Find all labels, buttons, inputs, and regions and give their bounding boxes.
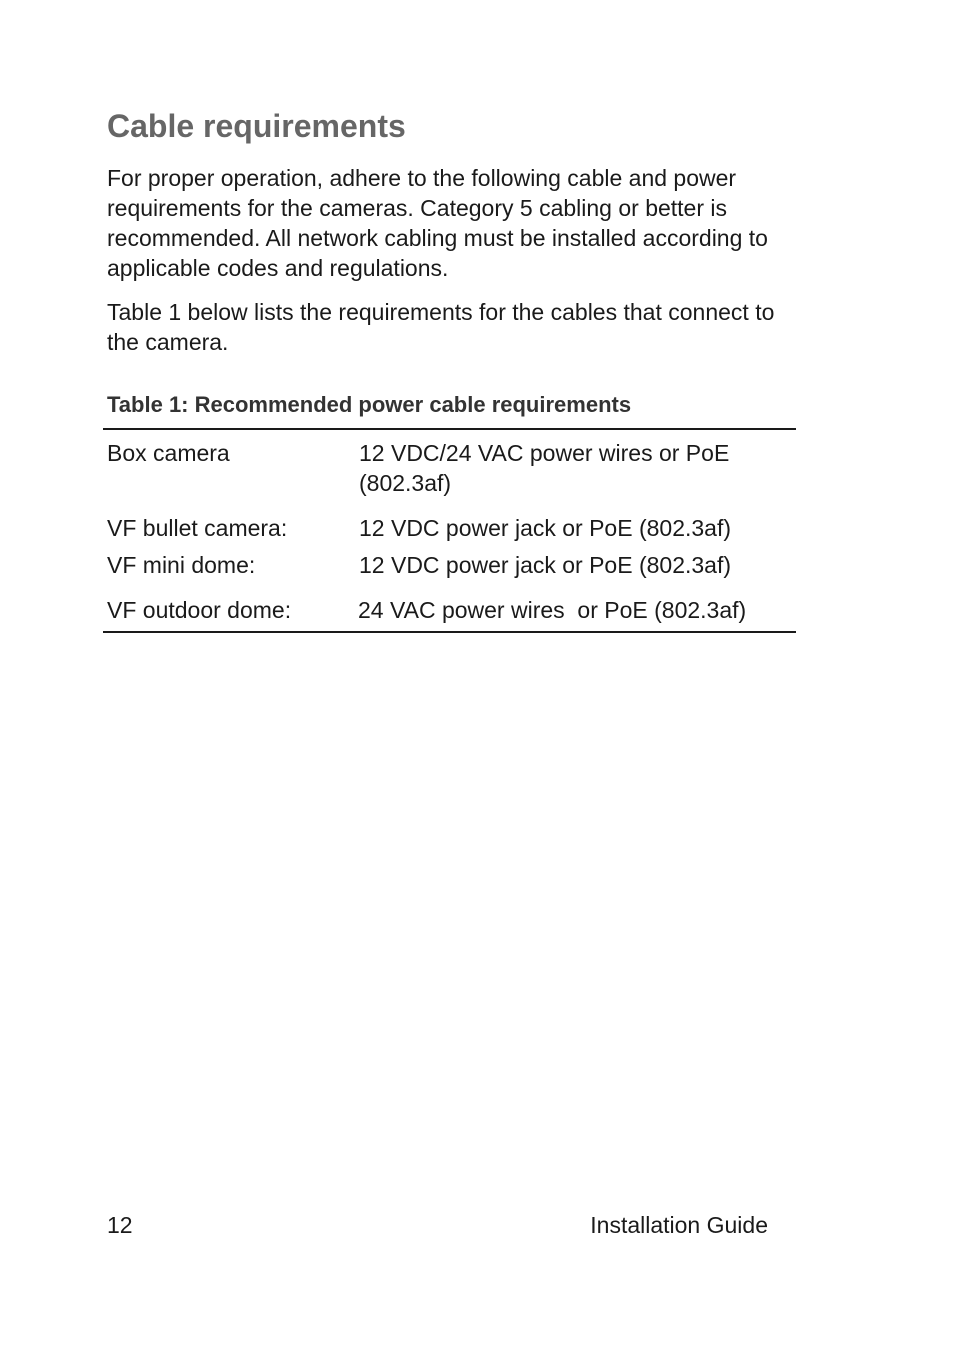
table-top-rule	[103, 428, 796, 430]
table-cell-camera: VF outdoor dome:	[107, 597, 292, 623]
page-number: 12	[107, 1212, 133, 1238]
guide-title: Installation Guide	[590, 1212, 768, 1238]
table-caption: Table 1: Recommended power cable requirements	[107, 392, 632, 417]
table-bottom-rule	[103, 631, 796, 633]
table-cell-camera: Box camera	[107, 440, 230, 466]
page-title: Cable requirements	[107, 108, 406, 144]
table-cell-camera: VF mini dome:	[107, 552, 256, 578]
table-cell-power: 24 VAC power wires or PoE (802.3af)	[358, 597, 747, 623]
table-cell-power: 12 VDC/24 VAC power wires or PoE (802.3af)	[359, 440, 730, 496]
table-cell-camera: VF bullet camera:	[107, 515, 288, 541]
table-cell-power: 12 VDC power jack or PoE (802.3af)	[359, 515, 732, 541]
table-cell-power: 12 VDC power jack or PoE (802.3af)	[359, 552, 732, 578]
intro-paragraph: For proper operation, adhere to the following cable and power requirements for the cameras. Category 5 cabling or better is recommended. All network cabling must be installed according to applicable codes and regulations.	[107, 165, 768, 281]
table-reference-paragraph: Table 1 below lists the requirements for the cables that connect to the camera.	[107, 299, 775, 355]
